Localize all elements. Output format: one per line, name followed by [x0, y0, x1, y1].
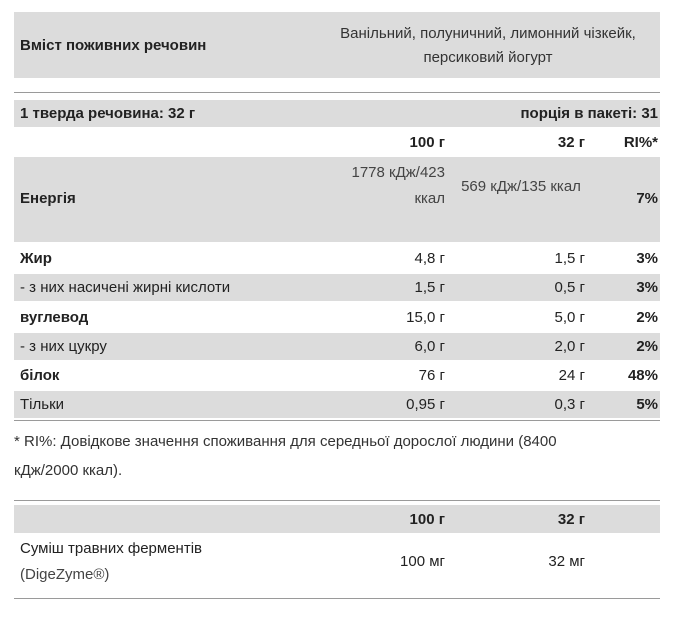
row-value-32g: 24 г: [558, 367, 585, 384]
row-ri: 7%: [636, 190, 658, 207]
row-value-100g: 4,8 г: [414, 250, 445, 267]
row-value-32g: 0,3 г: [554, 396, 585, 413]
table-row: [14, 391, 660, 418]
row-value-32g: 1,5 г: [554, 250, 585, 267]
row-value-100g: 76 г: [418, 367, 445, 384]
row-value-32g: 5,0 г: [554, 309, 585, 326]
column-100g: 100 г: [409, 134, 445, 151]
row-value-100g: 100 мг: [400, 553, 445, 570]
divider: [14, 420, 660, 421]
row-value-100g: 0,95 г: [406, 396, 445, 413]
row-value-100g: 15,0 г: [406, 309, 445, 326]
row-ri: 2%: [636, 309, 658, 326]
table-row: [14, 245, 660, 272]
row-value-100g: 1,5 г: [414, 279, 445, 296]
row-value-32g: 569 кДж/135 ккал: [461, 178, 581, 195]
row-value-100g: 1778 кДж/423 ккал: [351, 164, 445, 207]
row-value-32g: 32 мг: [548, 553, 585, 570]
table-row: [14, 362, 660, 389]
table-row: [14, 304, 660, 331]
row-label: - з них насичені жирні кислоти: [20, 279, 231, 296]
column-header-row: [14, 130, 660, 155]
row-ri: 2%: [636, 338, 658, 355]
enzymes-header-row: [14, 505, 660, 533]
column-32g: 32 г: [557, 511, 585, 528]
row-label: Жир: [20, 250, 52, 267]
row-sublabel: (DigeZyme®): [20, 566, 110, 583]
table-row: [14, 157, 660, 242]
column-ri: RI%*: [623, 134, 658, 151]
table-row: [14, 274, 660, 301]
row-label: Тільки: [20, 396, 65, 413]
row-label: білок: [20, 367, 60, 384]
row-ri: 3%: [636, 279, 658, 296]
row-value-32g: 2,0 г: [554, 338, 585, 355]
row-ri: 5%: [636, 396, 658, 413]
table-header: [14, 12, 660, 78]
ri-footnote: * RI%: Довідкове значення споживання для середньої дорослої людини (8400 кДж/2000 ккал).: [14, 433, 557, 479]
row-value-32g: 0,5 г: [554, 279, 585, 296]
table-row: [14, 333, 660, 360]
column-100g: 100 г: [409, 511, 445, 528]
row-label: вуглевод: [20, 309, 89, 326]
header-flavors: Ванільний, полуничний, лимонний чізкейк, персиковий йогурт: [340, 25, 636, 66]
row-label: Енергія: [20, 190, 76, 207]
serving-row: [14, 100, 660, 127]
servings-per-pack: порція в пакеті: 31: [520, 105, 658, 122]
column-32g: 32 г: [557, 134, 585, 151]
row-label: Суміш травних ферментів: [20, 540, 202, 557]
row-ri: 3%: [636, 250, 658, 267]
row-ri: 48%: [627, 367, 658, 384]
enzymes-row: [14, 536, 660, 592]
divider: [14, 500, 660, 501]
row-value-100g: 6,0 г: [414, 338, 445, 355]
divider: [14, 92, 660, 93]
serving-size: 1 тверда речовина: 32 г: [20, 105, 196, 122]
header-title: Вміст поживних речовин: [20, 37, 207, 54]
divider: [14, 598, 660, 599]
row-label: - з них цукру: [20, 338, 107, 355]
